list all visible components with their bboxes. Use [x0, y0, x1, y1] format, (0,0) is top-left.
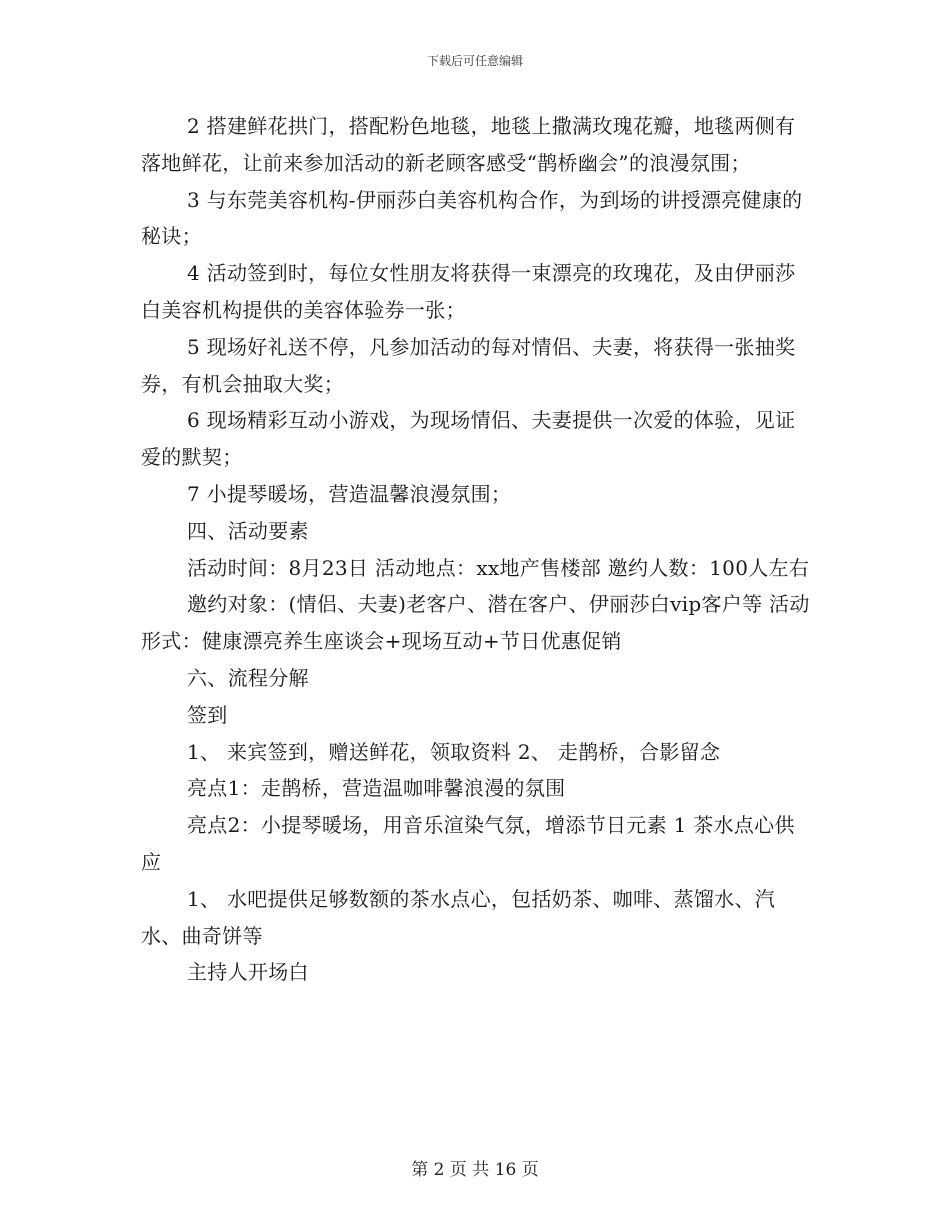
- paragraph: 4 活动签到时，每位女性朋友将获得一束漂亮的玫瑰花，及由伊丽莎白美容机构提供的美容体验券一张；: [141, 261, 796, 322]
- paragraph: 2 搭建鲜花拱门，搭配粉色地毯，地毯上撒满玫瑰花瓣，地毯两侧有落地鲜花，让前来参加活动的新老顾客感受“鹊桥幽会”的浪漫氛围；: [141, 114, 796, 175]
- section-heading: 六、流程分解: [187, 665, 309, 690]
- document-body: [141, 108, 813, 991]
- page-number: 第 2 页 共 16 页: [411, 1160, 539, 1180]
- section-heading: 四、活动要素: [187, 518, 309, 543]
- paragraph: 邀约对象：(情侣、夫妻)老客户、潜在客户、伊丽莎白vip客户等 活动形式：健康漂亮养生座谈会+现场互动+节日优惠促销: [141, 592, 810, 654]
- paragraph: 签到: [187, 702, 228, 727]
- page-header: 下载后可任意编辑: [426, 54, 523, 68]
- paragraph: 亮点1：走鹊桥，营造温咖啡馨浪漫的氛围: [187, 776, 566, 801]
- paragraph: 6 现场精彩互动小游戏，为现场情侣、夫妻提供一次爱的体验，见证爱的默契；: [141, 408, 796, 470]
- paragraph: 活动时间：8月23日 活动地点：xx地产售楼部 邀约人数：100人左右: [187, 555, 810, 580]
- paragraph: 3 与东莞美容机构-伊丽莎白美容机构合作，为到场的讲授漂亮健康的秘诀；: [141, 187, 803, 249]
- paragraph: 主持人开场白: [187, 960, 309, 985]
- paragraph: 1、 来宾签到，赠送鲜花，领取资料 2、 走鹊桥，合影留念: [187, 739, 721, 764]
- paragraph: 5 现场好礼送不停，凡参加活动的每对情侣、夫妻，将获得一张抽奖券，有机会抽取大奖；: [141, 334, 796, 396]
- paragraph: 7 小提琴暖场，营造温馨浪漫氛围；: [187, 481, 512, 506]
- paragraph: 亮点2：小提琴暖场，用音乐渲染气氛，增添节日元素 1 茶水点心供应: [141, 813, 795, 874]
- paragraph: 1、 水吧提供足够数额的茶水点心，包括奶茶、咖啡、蒸馏水、汽水、曲奇饼等: [141, 886, 776, 948]
